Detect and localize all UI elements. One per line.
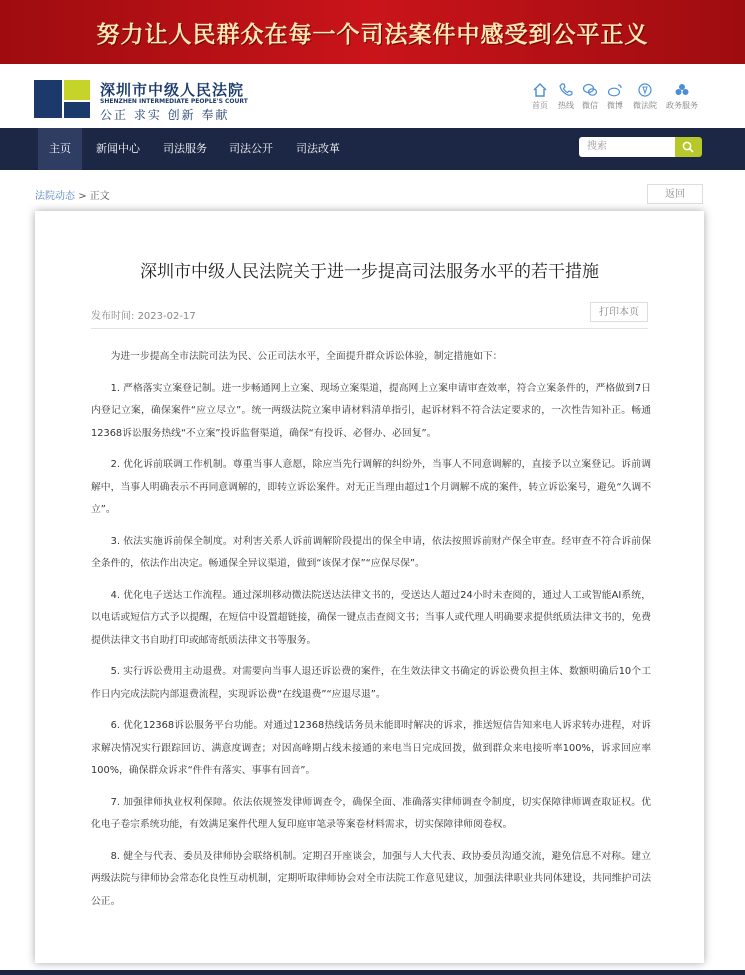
gov-service-icon: [674, 82, 690, 98]
article-paragraph: 6. 优化12368诉讼服务平台功能。对通过12368热线话务员未能即时解决的诉求，推送短信告知来电人诉求转办进程，对诉求解决情况实行跟踪回访、满意度调查；对因高峰期占线未接通的来电当日完成回拨，做到群众来电接听率100%，诉求回应率100%，确保群众诉求“件件有落实、事事有回音”。: [91, 720, 651, 776]
court-motto: 公正 求实 创新 奉献: [100, 108, 230, 122]
divider: [91, 328, 648, 329]
top-banner: [0, 0, 745, 64]
publish-date: 2023-02-17: [137, 311, 196, 322]
site-header: [0, 64, 745, 128]
phone-icon: [558, 82, 574, 98]
article-body: [91, 346, 651, 922]
article-paragraph: 2. 优化诉前联调工作机制。尊重当事人意愿，除应当先行调解的纠纷外，当事人不同意调解的，直接予以立案登记。诉前调解中，当事人明确表示不再同意调解的，即转立诉讼案件。对无正当理由超过1个月调解不成的案件，转立诉讼案号，避免“久调不立”。: [91, 459, 651, 515]
quick-link-label: 微法院: [633, 101, 657, 110]
court-name: 深圳市中级人民法院: [100, 81, 245, 99]
banner-slogan: 努力让人民群众在每一个司法案件中感受到公平正义: [96, 20, 649, 48]
quick-link-label: 首页: [532, 101, 548, 110]
nav-item-home[interactable]: 主页: [38, 128, 82, 170]
nav-item-judicial-openness[interactable]: 司法公开: [229, 142, 273, 155]
article-paragraph: 5. 实行诉讼费用主动退费。对需要向当事人退还诉讼费的案件，在生效法律文书确定的诉讼费负担主体、数额明确后10个工作日内完成法院内部退费流程，实现诉讼费“在线退费”“应退尽退”。: [91, 666, 651, 700]
quick-link-label: 热线: [558, 101, 574, 110]
publish-meta: [91, 307, 196, 322]
search-icon: [682, 141, 694, 153]
quick-link-label: 微博: [607, 101, 623, 110]
quick-link-label: 政务服务: [666, 101, 698, 110]
article-title: 深圳市中级人民法院关于进一步提高司法服务水平的若干措施: [140, 262, 599, 282]
footer-strip: [0, 970, 745, 975]
publish-label: 发布时间:: [91, 311, 135, 322]
back-button[interactable]: 返回: [647, 184, 703, 204]
article-paragraph: 3. 依法实施诉前保全制度。对利害关系人诉前调解阶段提出的保全申请，依法按照诉前财产保全审查。经审查不符合诉前保全条件的，依法作出决定。畅通保全异议渠道，做到“该保才保”“应保尽保”。: [91, 535, 651, 569]
article-paragraph: 4. 优化电子送达工作流程。通过深圳移动微法院送达法律文书的，受送达人超过24小时未查阅的，通过人工或智能AI系统，以电话或短信方式予以提醒，在短信中设置超链接，确保一键点击查阅文书；当事人或代理人明确要求提供纸质法律文书的，免费提供法律文书自助打印或邮寄纸质法律文书等服务。: [91, 589, 651, 646]
court-logo[interactable]: [34, 80, 90, 118]
article-card: [35, 211, 704, 963]
breadcrumb-parent-link[interactable]: 法院动态: [35, 191, 75, 202]
article-paragraph: 1. 严格落实立案登记制。进一步畅通网上立案、现场立案渠道，提高网上立案申请审查效率，符合立案条件的，严格做到7日内登记立案，确保案件“应立尽立”。统一两级法院立案申请材料清单指引，起诉材料不符合法定要求的，一次性告知补正。畅通12368诉讼服务热线“不立案”投诉监督渠道，确保“有投诉、必督办、必回复”。: [91, 382, 651, 439]
breadcrumb-current: 正文: [89, 191, 110, 202]
quick-link-micro-court[interactable]: [629, 82, 661, 111]
article-paragraph: 7. 加强律师执业权利保障。依法依规签发律师调查令，确保全面、准确落实律师调查令制度，切实保障律师调查取证权。优化电子卷宗系统功能，有效满足案件代理人复印庭审笔录等案卷材料需求，切实保障律师阅卷权。: [91, 796, 651, 830]
breadcrumb-separator: >: [78, 191, 87, 202]
micro-court-icon: [637, 82, 653, 98]
article-paragraph: 为进一步提高全市法院司法为民、公正司法水平，全面提升群众诉讼体验，制定措施如下：: [110, 351, 503, 362]
nav-item-judicial-reform[interactable]: 司法改革: [296, 142, 340, 155]
main-nav: [0, 128, 745, 170]
quick-link-label: 微信: [582, 101, 598, 110]
print-button[interactable]: 打印本页: [590, 302, 648, 322]
article-paragraph: 8. 健全与代表、委员及律师协会联络机制。定期召开座谈会，加强与人大代表、政协委员沟通交流，避免信息不对称。建立两级法院与律师协会常态化良性互动机制，定期听取律师协会对全市法院工作意见建议，加强法律职业共同体建设，共同维护司法公正。: [91, 850, 651, 907]
quick-link-weibo[interactable]: [599, 82, 631, 111]
nav-item-news[interactable]: 新闻中心: [96, 142, 140, 155]
home-icon: [532, 82, 548, 98]
weibo-icon: [607, 82, 623, 98]
wechat-icon: [582, 82, 598, 98]
quick-link-gov-service[interactable]: [666, 82, 698, 111]
search-button[interactable]: [675, 137, 702, 157]
court-name-en: SHENZHEN INTERMEDIATE PEOPLE'S COURT: [100, 98, 248, 105]
breadcrumb: [35, 187, 110, 202]
nav-item-judicial-service[interactable]: 司法服务: [163, 142, 207, 155]
search-input[interactable]: 搜索: [579, 137, 675, 157]
